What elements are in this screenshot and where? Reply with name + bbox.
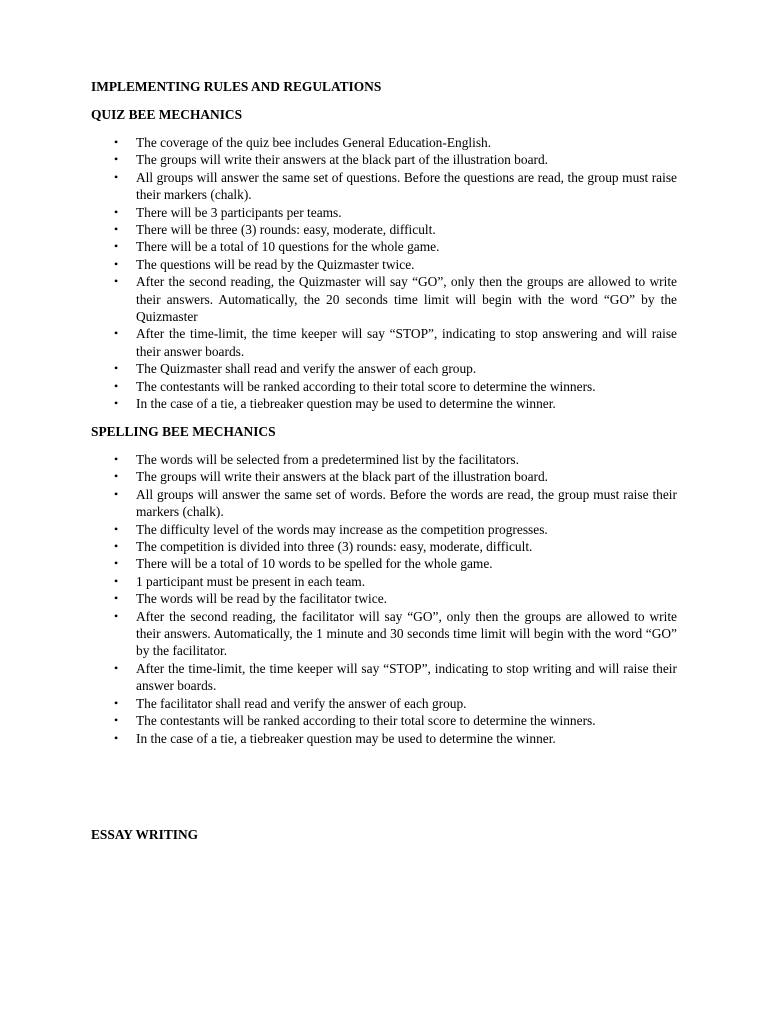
bullet-icon: • bbox=[114, 256, 119, 271]
list-item-text: After the time-limit, the time keeper will say “STOP”, indicating to stop answering and will raise their answer boards. bbox=[136, 326, 677, 359]
list-item bbox=[114, 538, 677, 555]
list-item bbox=[114, 238, 677, 255]
bullet-icon: • bbox=[114, 660, 119, 675]
list-item bbox=[114, 486, 677, 521]
list-item-text: 1 participant must be present in each team. bbox=[136, 573, 366, 589]
bullet-icon: • bbox=[114, 326, 119, 341]
quiz-bee-list bbox=[114, 134, 677, 413]
list-item bbox=[114, 273, 677, 325]
bullet-icon: • bbox=[114, 204, 119, 219]
bullet-icon: • bbox=[114, 556, 119, 571]
list-item-text: There will be 3 participants per teams. bbox=[136, 204, 342, 220]
list-item bbox=[114, 712, 677, 729]
document-title: IMPLEMENTING RULES AND REGULATIONS bbox=[91, 79, 382, 94]
list-item bbox=[114, 378, 677, 395]
list-item bbox=[114, 730, 677, 747]
bullet-icon: • bbox=[114, 274, 119, 289]
list-item bbox=[114, 555, 677, 572]
list-item-text: There will be three (3) rounds: easy, moderate, difficult. bbox=[136, 222, 436, 238]
list-item-text: There will be a total of 10 words to be spelled for the whole game. bbox=[136, 556, 493, 572]
bullet-icon: • bbox=[114, 152, 119, 167]
list-item-text: The facilitator shall read and verify the answer of each group. bbox=[136, 695, 467, 711]
bullet-icon: • bbox=[114, 730, 119, 745]
list-item-text: The words will be selected from a predetermined list by the facilitators. bbox=[136, 452, 519, 467]
list-item-text: After the second reading, the facilitator will say “GO”, only then the groups are allowed to write their answers. Automatically, the 1 minute and 30 seconds time limit will begin with the word “GO” by the facilitator. bbox=[136, 608, 677, 659]
bullet-icon: • bbox=[114, 222, 119, 237]
bullet-icon: • bbox=[114, 573, 119, 588]
list-item bbox=[114, 256, 677, 273]
bullet-icon: • bbox=[114, 591, 119, 606]
list-item-text: The competition is divided into three (3) rounds: easy, moderate, difficult. bbox=[136, 539, 533, 555]
bullet-icon: • bbox=[114, 539, 119, 554]
list-item-text: After the time-limit, the time keeper will say “STOP”, indicating to stop writing and will raise their answer boards. bbox=[136, 660, 677, 694]
list-item-text: The groups will write their answers at the black part of the illustration board. bbox=[136, 469, 549, 485]
list-item bbox=[114, 395, 677, 412]
bullet-icon: • bbox=[114, 135, 119, 149]
bullet-icon: • bbox=[114, 695, 119, 710]
bullet-icon: • bbox=[114, 713, 119, 728]
bullet-icon: • bbox=[114, 608, 119, 623]
list-item-text: The contestants will be ranked according to their total score to determine the winners. bbox=[136, 378, 596, 394]
list-item bbox=[114, 590, 677, 607]
bullet-icon: • bbox=[114, 452, 119, 466]
bullet-icon: • bbox=[114, 469, 119, 484]
list-item bbox=[114, 134, 677, 151]
list-item bbox=[114, 325, 677, 360]
list-item bbox=[114, 204, 677, 221]
bullet-icon: • bbox=[114, 239, 119, 254]
bullet-icon: • bbox=[114, 521, 119, 536]
list-item bbox=[114, 360, 677, 377]
spelling-bee-heading: SPELLING BEE MECHANICS bbox=[91, 424, 276, 439]
list-item-text: All groups will answer the same set of words. Before the words are read, the group must raise their markers (chalk). bbox=[136, 486, 677, 520]
list-item bbox=[114, 695, 677, 712]
quiz-bee-heading: QUIZ BEE MECHANICS bbox=[91, 107, 243, 122]
list-item bbox=[114, 468, 677, 485]
list-item-text: All groups will answer the same set of questions. Before the questions are read, the group must raise their markers (chalk). bbox=[136, 169, 677, 203]
essay-writing-heading: ESSAY WRITING bbox=[91, 827, 199, 842]
bullet-icon: • bbox=[114, 169, 119, 184]
bullet-icon: • bbox=[114, 486, 119, 501]
list-item bbox=[114, 151, 677, 168]
list-item-text: The Quizmaster shall read and verify the answer of each group. bbox=[136, 361, 477, 377]
list-item-text: The groups will write their answers at the black part of the illustration board. bbox=[136, 152, 549, 168]
list-item bbox=[114, 660, 677, 695]
list-item-text: The coverage of the quiz bee includes General Education-English. bbox=[136, 135, 492, 150]
list-item-text: In the case of a tie, a tiebreaker question may be used to determine the winner. bbox=[136, 730, 556, 746]
list-item bbox=[114, 521, 677, 538]
list-item-text: The words will be read by the facilitator twice. bbox=[136, 591, 387, 607]
list-item bbox=[114, 608, 677, 660]
bullet-icon: • bbox=[114, 396, 119, 411]
list-item-text: In the case of a tie, a tiebreaker question may be used to determine the winner. bbox=[136, 396, 556, 412]
bullet-icon: • bbox=[114, 361, 119, 376]
list-item-text: The difficulty level of the words may increase as the competition progresses. bbox=[136, 521, 548, 537]
list-item bbox=[114, 573, 677, 590]
spelling-bee-list bbox=[114, 451, 677, 747]
list-item-text: The contestants will be ranked according to their total score to determine the winners. bbox=[136, 713, 596, 729]
list-item-text: There will be a total of 10 questions for the whole game. bbox=[136, 239, 440, 255]
list-item-text: The questions will be read by the Quizmaster twice. bbox=[136, 256, 415, 272]
bullet-icon: • bbox=[114, 378, 119, 393]
list-item-text: After the second reading, the Quizmaster will say “GO”, only then the groups are allowed to write their answers. Automatically, the 20 seconds time limit will begin with the word “GO” by the Quizmaster bbox=[136, 274, 677, 325]
list-item bbox=[114, 169, 677, 204]
list-item bbox=[114, 451, 677, 468]
list-item bbox=[114, 221, 677, 238]
